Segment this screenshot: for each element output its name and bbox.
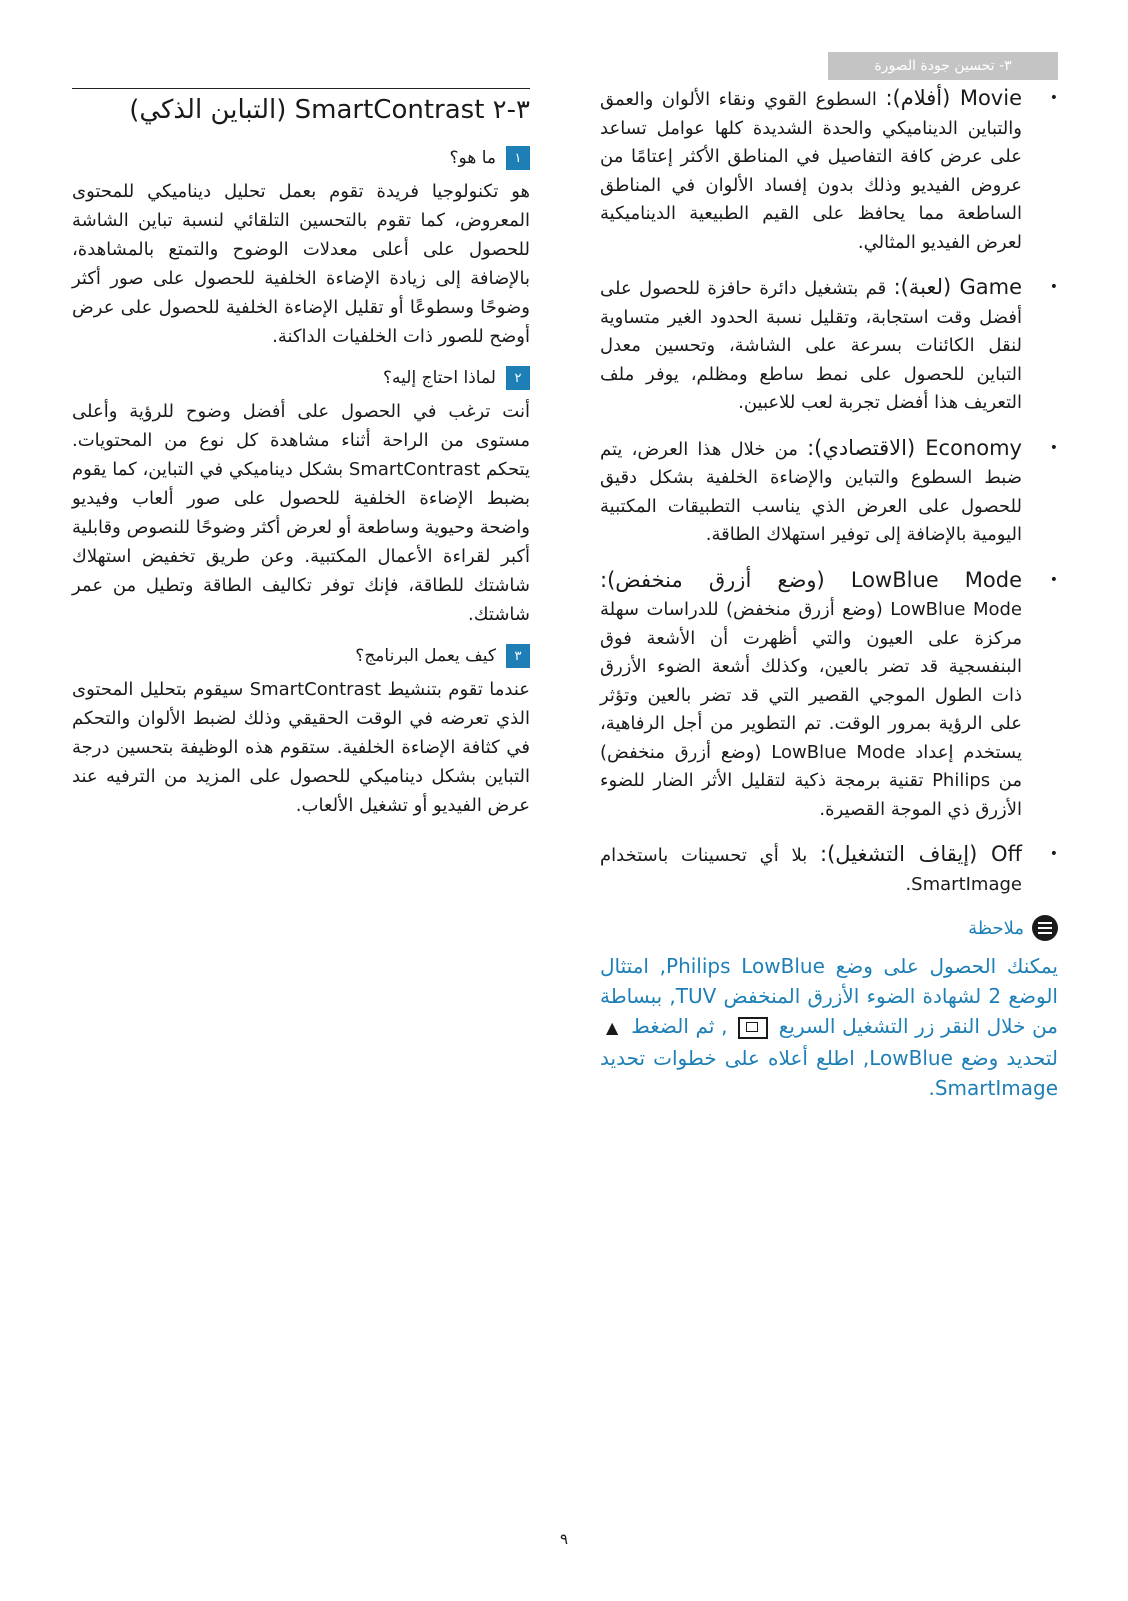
left-column <box>72 88 530 834</box>
list-item <box>600 840 1058 899</box>
question-text: كيف يعمل البرنامج؟ <box>355 646 496 666</box>
question-heading <box>72 145 530 171</box>
bullet-icon: • <box>1049 846 1058 862</box>
note-heading <box>600 915 1058 941</box>
up-triangle-icon: ▲ <box>606 1018 619 1037</box>
bullet-text: بلا أي تحسينات باستخدام SmartImage. <box>600 845 1022 895</box>
list-item <box>600 84 1058 257</box>
page-tab-label: ٣- تحسين جودة الصورة <box>874 58 1012 74</box>
note-heading-label: ملاحظة <box>968 917 1024 939</box>
bullet-title: Economy (الاقتصادي): <box>807 435 1022 460</box>
note-text-3: لتحديد وضع LowBlue, اطلع أعلاه على خطوات تحديد SmartImage. <box>600 1046 1058 1100</box>
section-title: ٣-٢ SmartContrast (التباين الذكي) <box>129 95 530 125</box>
question-heading <box>72 643 530 669</box>
note-text-2: , ثم الضغط <box>631 1014 728 1038</box>
right-column <box>600 84 1058 1103</box>
question-text: لماذا احتاج إليه؟ <box>383 368 496 388</box>
page-tab <box>828 52 1058 80</box>
note-icon <box>1032 915 1058 941</box>
bullet-text: LowBlue Mode (وضع أزرق منخفض) للدراسات سهلة مركزة على العيون والتي أظهرت أن الأشعة فوق البنفسجية قد تضر بالعين، وكذلك أشعة الضوء الأزرق ذات الطول الموجي القصير التي قد تضر بالعين وتؤثر على الرؤية بمرور الوقت. تم التطوير من أجل الرفاهية، يستخدم إعداد LowBlue Mode (وضع أزرق منخفض) من Philips تقنية برمجة ذكية لتقليل الأثر الضار للضوء الأزرق ذي الموجة القصيرة. <box>600 599 1023 820</box>
page-number: ٩ <box>559 1530 569 1548</box>
quick-key-icon <box>738 1017 768 1039</box>
answer-paragraph: هو تكنولوجيا فريدة تقوم بعمل تحليل ديناميكي للمحتوى المعروض، كما تقوم بالتحسين التلقائي لنسبة تباين الشاشة للحصول على أعلى معدلات الوضوح والتمتع بالمشاهدة، بالإضافة إلى زيادة الإضاءة الخلفية للحصول على صور أكثر وضوحًا وسطوعًا أو تقليل الإضاءة الخلفية للحصول على عرض أوضح للصور ذات الخلفيات الداكنة. <box>72 181 530 347</box>
question-text: ما هو؟ <box>449 148 496 168</box>
section-rule <box>72 88 530 89</box>
bullet-title: Movie (أفلام): <box>885 86 1022 110</box>
note-text-1: يمكنك الحصول على وضع Philips LowBlue, امتثال الوضع 2 لشهادة الضوء الأزرق المنخفض TUV, ببساطة من خلال النقر زر التشغيل السريع <box>600 954 1059 1038</box>
list-item <box>600 566 1058 825</box>
note-body <box>600 951 1058 1103</box>
bullet-text: من خلال هذا العرض، يتم ضبط السطوع والتباين والإضاءة الخلفية بشكل دقيق للحصول على العرض الذي يناسب التطبيقات المكتبية اليومية بالإضافة إلى توفير استهلاك الطاقة. <box>600 438 1022 545</box>
bullet-title: Off (إيقاف التشغيل): <box>820 842 1022 866</box>
list-item <box>600 273 1058 418</box>
list-item <box>600 434 1058 550</box>
bullet-title: LowBlue Mode (وضع أزرق منخفض): <box>600 567 1022 592</box>
bullet-icon: • <box>1049 571 1058 588</box>
bullet-text: قم بتشغيل دائرة حافزة للحصول على أفضل وقت استجابة، وتقليل نسبة الحدود الغير متساوية لنقل الكائنات بسرعة على الشاشة، وتحسين معدل التباين للحصول على نمط ساطع ومظلم، يوفر ملف التعريف هذا أفضل تجربة لعب للاعبين. <box>600 278 1022 413</box>
bullet-icon: • <box>1049 90 1058 106</box>
bullet-icon: • <box>1049 279 1058 295</box>
question-number: ٣ <box>506 644 530 668</box>
question-number: ٢ <box>506 366 530 390</box>
question-heading <box>72 365 530 391</box>
mode-list <box>600 84 1058 899</box>
question-number: ١ <box>506 146 530 170</box>
bullet-text: السطوع القوي ونقاء الألوان والعمق والتباين الديناميكي والحدة الشديدة كلها عوامل تساعد على عرض كافة التفاصيل في المناطق الأكثر إعتامًا من عروض الفيديو وذلك بدون إفساد الألوان في المناطق الساطعة مما يحافظ على القيم الطبيعية الديناميكية لعرض الفيديو المثالي. <box>600 89 1022 253</box>
bullet-icon: • <box>1049 439 1058 456</box>
bullet-title: Game (لعبة): <box>893 275 1022 299</box>
answer-paragraph: عندما تقوم بتنشيط SmartContrast سيقوم بتحليل المحتوى الذي تعرضه في الوقت الحقيقي وذلك لضبط الألوان والتحكم في كثافة الإضاءة الخلفية. ستقوم هذه الوظيفة بتحسين درجة التباين بشكل ديناميكي للحصول على المزيد من الترفيه عند عرض الفيديو أو تشغيل الألعاب. <box>72 679 531 816</box>
answer-paragraph: أنت ترغب في الحصول على أفضل وضوح للرؤية وأعلى مستوى من الراحة أثناء مشاهدة كل نوع من المحتويات. يتحكم SmartContrast بشكل ديناميكي في التباين، كما يقوم بضبط الإضاءة الخلفية للحصول على صور ألعاب وفيديو واضحة وحيوية وساطعة أو لعرض أكثر وضوحًا للنصوص وقابلية أكبر لقراءة الأعمال المكتبية. وعن طريق تخفيض استهلاك شاشتك للطاقة، فإنك توفر تكاليف الطاقة وتطيل من عمر شاشتك. <box>72 401 530 625</box>
